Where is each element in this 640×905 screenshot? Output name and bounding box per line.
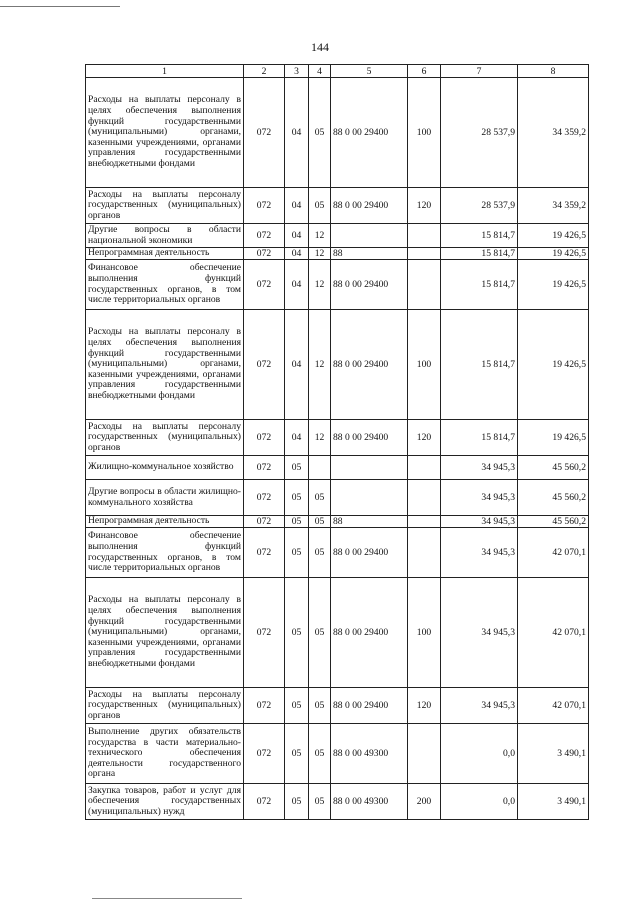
page-number: 144	[311, 40, 329, 54]
row-amount-7: 34 945,3	[441, 516, 518, 528]
row-code-2: 072	[244, 784, 285, 820]
row-code-5: 88 0 00 49300	[331, 724, 408, 784]
row-amount-7: 15 814,7	[441, 248, 518, 260]
col-header-1: 1	[86, 65, 244, 78]
row-amount-7: 0,0	[441, 784, 518, 820]
row-code-4: 05	[309, 528, 331, 578]
row-code-4: 12	[309, 420, 331, 456]
row-amount-8: 42 070,1	[518, 578, 589, 688]
row-amount-7: 34 945,3	[441, 480, 518, 516]
row-code-4: 05	[309, 688, 331, 724]
top-rule	[0, 6, 120, 7]
row-name: Закупка товаров, работ и услуг для обеспечения государственных (муниципальных) нужд	[86, 784, 244, 820]
table-row	[86, 688, 589, 724]
table-row	[86, 420, 589, 456]
row-amount-8: 3 490,1	[518, 724, 589, 784]
row-code-3: 05	[285, 480, 309, 516]
row-code-4: 05	[309, 78, 331, 188]
row-code-5: 88 0 00 29400	[331, 78, 408, 188]
row-amount-8: 19 426,5	[518, 260, 589, 310]
row-code-2: 072	[244, 248, 285, 260]
row-code-2: 072	[244, 260, 285, 310]
row-code-2: 072	[244, 724, 285, 784]
row-code-2: 072	[244, 456, 285, 480]
bottom-rule	[92, 898, 242, 899]
row-name: Выполнение других обязательств государства в части материально-технического обеспечения деятельности государственного органа	[86, 724, 244, 784]
row-code-2: 072	[244, 420, 285, 456]
row-name: Непрограммная деятельность	[86, 248, 244, 260]
row-amount-8: 45 560,2	[518, 516, 589, 528]
row-code-4: 05	[309, 724, 331, 784]
row-code-2: 072	[244, 578, 285, 688]
row-amount-8: 45 560,2	[518, 480, 589, 516]
row-code-5	[331, 480, 408, 516]
row-code-5: 88 0 00 29400	[331, 578, 408, 688]
row-code-2: 072	[244, 78, 285, 188]
row-code-3: 05	[285, 516, 309, 528]
row-name: Расходы на выплаты персоналу государственных (муниципальных) органов	[86, 688, 244, 724]
row-code-4: 12	[309, 310, 331, 420]
row-amount-8: 34 359,2	[518, 78, 589, 188]
row-code-2: 072	[244, 528, 285, 578]
row-code-6: 120	[408, 188, 441, 224]
row-code-3: 04	[285, 310, 309, 420]
row-code-2: 072	[244, 188, 285, 224]
row-code-2: 072	[244, 688, 285, 724]
col-header-4: 4	[309, 65, 331, 78]
row-code-6: 200	[408, 784, 441, 820]
row-code-3: 04	[285, 188, 309, 224]
row-code-4: 12	[309, 224, 331, 248]
row-code-6: 100	[408, 78, 441, 188]
row-code-6	[408, 480, 441, 516]
row-code-5: 88	[331, 248, 408, 260]
row-code-2: 072	[244, 480, 285, 516]
row-name: Жилищно-коммунальное хозяйство	[86, 456, 244, 480]
row-code-5: 88 0 00 29400	[331, 528, 408, 578]
row-code-5: 88 0 00 29400	[331, 420, 408, 456]
row-amount-8: 19 426,5	[518, 248, 589, 260]
row-code-3: 04	[285, 224, 309, 248]
row-name: Другие вопросы в области национальной экономики	[86, 224, 244, 248]
row-amount-8: 42 070,1	[518, 528, 589, 578]
table-row	[86, 528, 589, 578]
col-header-8: 8	[518, 65, 589, 78]
row-code-6	[408, 224, 441, 248]
row-amount-8: 19 426,5	[518, 420, 589, 456]
row-name: Расходы на выплаты персоналу в целях обеспечения выполнения функций государственными (муниципальными) органами, казенными учреждениями, органами управления государственными внебюджетными фондами	[86, 78, 244, 188]
budget-table	[85, 64, 589, 820]
row-name: Расходы на выплаты персоналу государственных (муниципальных) органов	[86, 188, 244, 224]
row-code-6: 120	[408, 420, 441, 456]
row-name: Расходы на выплаты персоналу государственных (муниципальных) органов	[86, 420, 244, 456]
row-code-3: 04	[285, 260, 309, 310]
row-amount-8: 45 560,2	[518, 456, 589, 480]
row-code-4: 05	[309, 188, 331, 224]
row-amount-8: 3 490,1	[518, 784, 589, 820]
row-amount-7: 0,0	[441, 724, 518, 784]
row-code-4: 05	[309, 516, 331, 528]
table-row	[86, 188, 589, 224]
table-row	[86, 480, 589, 516]
row-code-3: 05	[285, 784, 309, 820]
row-code-2: 072	[244, 224, 285, 248]
row-code-4: 12	[309, 248, 331, 260]
row-amount-7: 28 537,9	[441, 78, 518, 188]
row-code-3: 04	[285, 420, 309, 456]
row-code-6	[408, 456, 441, 480]
row-amount-7: 34 945,3	[441, 688, 518, 724]
row-code-5: 88 0 00 29400	[331, 188, 408, 224]
table-row	[86, 260, 589, 310]
table-header-row	[86, 65, 589, 78]
row-amount-8: 19 426,5	[518, 224, 589, 248]
row-amount-8: 42 070,1	[518, 688, 589, 724]
row-code-6: 100	[408, 578, 441, 688]
row-amount-7: 15 814,7	[441, 224, 518, 248]
row-amount-8: 34 359,2	[518, 188, 589, 224]
row-name: Расходы на выплаты персоналу в целях обеспечения выполнения функций государственными (муниципальными) органами, казенными учреждениями, органами управления государственными внебюджетными фондами	[86, 578, 244, 688]
table-row	[86, 224, 589, 248]
row-code-4: 05	[309, 578, 331, 688]
row-code-5: 88 0 00 29400	[331, 260, 408, 310]
row-amount-7: 34 945,3	[441, 578, 518, 688]
row-code-3: 04	[285, 248, 309, 260]
col-header-7: 7	[441, 65, 518, 78]
row-code-3: 05	[285, 528, 309, 578]
row-code-4: 05	[309, 480, 331, 516]
row-amount-7: 34 945,3	[441, 528, 518, 578]
table-row	[86, 724, 589, 784]
row-name: Финансовое обеспечение выполнения функций государственных органов, в том числе территориальных органов	[86, 260, 244, 310]
row-code-6	[408, 516, 441, 528]
row-amount-7: 34 945,3	[441, 456, 518, 480]
table-row	[86, 310, 589, 420]
table-row	[86, 516, 589, 528]
col-header-6: 6	[408, 65, 441, 78]
row-code-4	[309, 456, 331, 480]
row-code-3: 05	[285, 688, 309, 724]
row-amount-7: 15 814,7	[441, 420, 518, 456]
row-code-6	[408, 248, 441, 260]
row-code-5: 88 0 00 29400	[331, 310, 408, 420]
row-code-6	[408, 528, 441, 578]
row-name: Финансовое обеспечение выполнения функций государственных органов, в том числе территориальных органов	[86, 528, 244, 578]
row-code-3: 04	[285, 78, 309, 188]
row-code-5: 88 0 00 29400	[331, 688, 408, 724]
row-code-5	[331, 456, 408, 480]
row-code-5	[331, 224, 408, 248]
row-code-3: 05	[285, 578, 309, 688]
row-amount-7: 15 814,7	[441, 260, 518, 310]
row-code-3: 05	[285, 456, 309, 480]
row-code-6: 120	[408, 688, 441, 724]
row-code-4: 05	[309, 784, 331, 820]
table-row	[86, 578, 589, 688]
row-name: Другие вопросы в области жилищно-коммунального хозяйства	[86, 480, 244, 516]
table-row	[86, 248, 589, 260]
row-code-5: 88	[331, 516, 408, 528]
table-row	[86, 784, 589, 820]
col-header-2: 2	[244, 65, 285, 78]
table-row	[86, 456, 589, 480]
table-row	[86, 78, 589, 188]
row-code-6	[408, 724, 441, 784]
row-amount-7: 28 537,9	[441, 188, 518, 224]
row-name: Непрограммная деятельность	[86, 516, 244, 528]
row-code-2: 072	[244, 516, 285, 528]
row-code-2: 072	[244, 310, 285, 420]
row-amount-8: 19 426,5	[518, 310, 589, 420]
col-header-5: 5	[331, 65, 408, 78]
row-code-6	[408, 260, 441, 310]
row-name: Расходы на выплаты персоналу в целях обеспечения выполнения функций государственными (муниципальными) органами, казенными учреждениями, органами управления государственными внебюджетными фондами	[86, 310, 244, 420]
row-code-3: 05	[285, 724, 309, 784]
col-header-3: 3	[285, 65, 309, 78]
row-code-5: 88 0 00 49300	[331, 784, 408, 820]
row-code-4: 12	[309, 260, 331, 310]
row-code-6: 100	[408, 310, 441, 420]
row-amount-7: 15 814,7	[441, 310, 518, 420]
